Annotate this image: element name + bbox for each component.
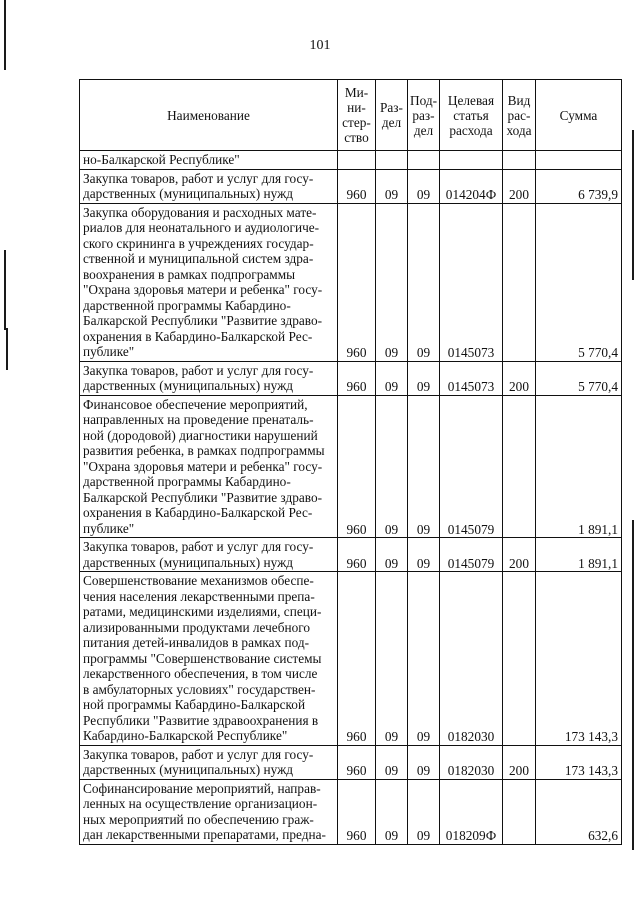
cell-section: 09: [376, 361, 408, 395]
cell-type: 200: [503, 361, 536, 395]
cell-subsection: 09: [408, 572, 440, 746]
header-line: рас-: [507, 107, 531, 123]
name-line: дарственной программы Кабардино-: [83, 474, 291, 489]
name-line: Софинансирование мероприятий, направ-: [83, 780, 321, 796]
name-line: публике": [83, 344, 135, 359]
name-line: ратами, медицинскими изделиями, специ-: [83, 604, 322, 619]
cell-type: 200: [503, 538, 536, 572]
cell-section: 09: [376, 745, 408, 779]
name-line: Закупка оборудования и расходных мате-: [83, 204, 317, 220]
name-line: но-Балкарской Республике": [83, 152, 240, 167]
header-sum: Сумма: [536, 80, 622, 151]
cell-sum: 1 891,1: [536, 538, 622, 572]
name-line: воохранения в рамках подпрограммы: [83, 266, 296, 282]
name-line: Балкарской Республики "Развитие здраво-: [83, 313, 323, 328]
cell-section: 09: [376, 779, 408, 844]
name-line: Финансовое обеспечение мероприятий,: [83, 396, 308, 412]
cell-subsection: 09: [408, 395, 440, 538]
cell-name: [80, 779, 338, 844]
header-section: [376, 80, 408, 151]
table-row: [80, 203, 622, 361]
name-line: Балкарской Республики "Развитие здраво-: [83, 489, 323, 505]
name-line: охранения в Кабардино-Балкарской Рес-: [83, 505, 313, 520]
cell-subsection: 09: [408, 169, 440, 203]
cell-type: 200: [503, 169, 536, 203]
table-row: [80, 745, 622, 779]
name-line: ленных на осуществление организацион-: [83, 796, 318, 811]
cell-ministry: 960: [338, 203, 376, 361]
cell-target: 018209Ф: [440, 779, 503, 844]
name-line: риалов для неонатального и аудиологиче-: [83, 220, 320, 235]
name-line: Закупка товаров, работ и услуг для госу-: [83, 362, 314, 378]
name-line: ной программы Кабардино-Балкарской: [83, 697, 306, 712]
name-line: лекарственного обеспечения, в том числе: [83, 666, 318, 681]
cell-sum: [536, 151, 622, 170]
table-header-row: [80, 80, 622, 151]
cell-ministry: 960: [338, 538, 376, 572]
cell-target: 0182030: [440, 572, 503, 746]
name-line: "Охрана здоровья матери и ребенка" госу-: [83, 458, 323, 474]
cell-name: [80, 572, 338, 746]
cell-target: 014204Ф: [440, 169, 503, 203]
cell-target: 0145073: [440, 361, 503, 395]
cell-ministry: [338, 151, 376, 170]
header-line: Вид: [507, 92, 531, 108]
cell-name: [80, 169, 338, 203]
name-line: Совершенствование механизмов обеспе-: [83, 573, 314, 588]
cell-target: 0145079: [440, 395, 503, 538]
header-line: дел: [381, 115, 402, 130]
cell-type: [503, 572, 536, 746]
cell-sum: 173 143,3: [536, 745, 622, 779]
cell-name: [80, 395, 338, 538]
header-line: Под-: [409, 92, 438, 108]
header-line: стер-: [342, 115, 371, 130]
table-row: [80, 151, 622, 170]
cell-subsection: [408, 151, 440, 170]
cell-subsection: 09: [408, 203, 440, 361]
scan-edge-mark: [4, 0, 6, 70]
cell-section: 09: [376, 203, 408, 361]
cell-name: [80, 203, 338, 361]
scan-edge-mark: [6, 328, 8, 370]
cell-type: 200: [503, 745, 536, 779]
header-name: Наименование: [80, 80, 338, 151]
name-line: Закупка товаров, работ и услуг для госу-: [83, 746, 314, 762]
cell-type: [503, 151, 536, 170]
cell-subsection: 09: [408, 538, 440, 572]
table-row: [80, 395, 622, 538]
cell-subsection: 09: [408, 361, 440, 395]
cell-sum: 5 770,4: [536, 361, 622, 395]
header-line: раз-: [412, 107, 435, 123]
cell-sum: 173 143,3: [536, 572, 622, 746]
name-line: чения населения лекарственными препа-: [83, 588, 315, 604]
cell-sum: 632,6: [536, 779, 622, 844]
header-target: [440, 80, 503, 151]
cell-target: 0145079: [440, 538, 503, 572]
cell-type: [503, 779, 536, 844]
name-line: ной (дородовой) диагностики нарушений: [83, 427, 318, 443]
cell-target: [440, 151, 503, 170]
scan-edge-mark: [632, 130, 634, 280]
name-line: ского скрининга в учреждениях государ-: [83, 235, 314, 251]
name-line: дарственной программы Кабардино-: [83, 297, 291, 313]
name-line: развития ребенка, в рамках подпрограммы: [83, 443, 325, 458]
cell-ministry: 960: [338, 779, 376, 844]
name-line: направленных на проведение пренаталь-: [83, 412, 314, 427]
name-line: Закупка товаров, работ и услуг для госу-: [83, 539, 314, 554]
cell-type: [503, 395, 536, 538]
cell-section: 09: [376, 169, 408, 203]
cell-subsection: 09: [408, 745, 440, 779]
cell-name: [80, 361, 338, 395]
cell-subsection: 09: [408, 779, 440, 844]
name-line: дарственных (муниципальных) нужд: [83, 186, 294, 201]
header-type: [503, 80, 536, 151]
cell-sum: 5 770,4: [536, 203, 622, 361]
scan-edge-mark: [632, 520, 634, 850]
cell-ministry: 960: [338, 745, 376, 779]
header-line: статья: [453, 107, 489, 123]
cell-sum: 6 739,9: [536, 169, 622, 203]
name-line: Кабардино-Балкарской Республике": [83, 728, 288, 743]
header-ministry: [338, 80, 376, 151]
name-line: Закупка товаров, работ и услуг для госу-: [83, 170, 314, 186]
cell-section: 09: [376, 538, 408, 572]
name-line: публике": [83, 520, 135, 536]
cell-ministry: 960: [338, 572, 376, 746]
name-line: питания детей-инвалидов в рамках под-: [83, 635, 310, 650]
header-subsection: [408, 80, 440, 151]
name-line: охранения в Кабардино-Балкарской Рес-: [83, 328, 313, 344]
cell-sum: 1 891,1: [536, 395, 622, 538]
cell-section: 09: [376, 395, 408, 538]
header-line: дел: [413, 122, 434, 138]
name-line: ственной и муниципальной систем здра-: [83, 251, 314, 266]
cell-target: 0145073: [440, 203, 503, 361]
cell-name: [80, 538, 338, 572]
scan-edge-mark: [4, 250, 6, 330]
cell-ministry: 960: [338, 395, 376, 538]
table-row: [80, 538, 622, 572]
cell-ministry: 960: [338, 361, 376, 395]
header-line: хода: [506, 122, 532, 138]
header-line: Целевая: [447, 92, 495, 108]
page-number: 101: [309, 38, 331, 53]
cell-section: [376, 151, 408, 170]
header-line: расхода: [449, 122, 493, 138]
name-line: ных мероприятий по обеспечению граж-: [83, 811, 314, 827]
header-line: ство: [344, 130, 369, 145]
cell-target: 0182030: [440, 745, 503, 779]
table-row: [80, 779, 622, 844]
cell-section: 09: [376, 572, 408, 746]
name-line: Республики "Развитие здравоохранения в: [83, 712, 319, 728]
table-row: [80, 361, 622, 395]
name-line: дарственных (муниципальных) нужд: [83, 378, 294, 393]
name-line: программы "Совершенствование системы: [83, 650, 322, 666]
name-line: дарственных (муниципальных) нужд: [83, 554, 294, 570]
cell-ministry: 960: [338, 169, 376, 203]
name-line: дан лекарственными препаратами, предна-: [83, 827, 326, 842]
table-row: [80, 572, 622, 746]
cell-name: [80, 151, 338, 170]
header-line: Раз-: [380, 100, 403, 115]
cell-name: [80, 745, 338, 779]
header-line: Ми-: [344, 85, 369, 100]
name-line: дарственных (муниципальных) нужд: [83, 762, 294, 777]
budget-table: [79, 79, 622, 845]
name-line: "Охрана здоровья матери и ребенка" госу-: [83, 282, 323, 297]
name-line: в амбулаторных условиях" государствен-: [83, 681, 316, 697]
table-row: [80, 169, 622, 203]
header-line: ни-: [347, 100, 366, 115]
cell-type: [503, 203, 536, 361]
name-line: ализированными продуктами лечебного: [83, 619, 311, 635]
